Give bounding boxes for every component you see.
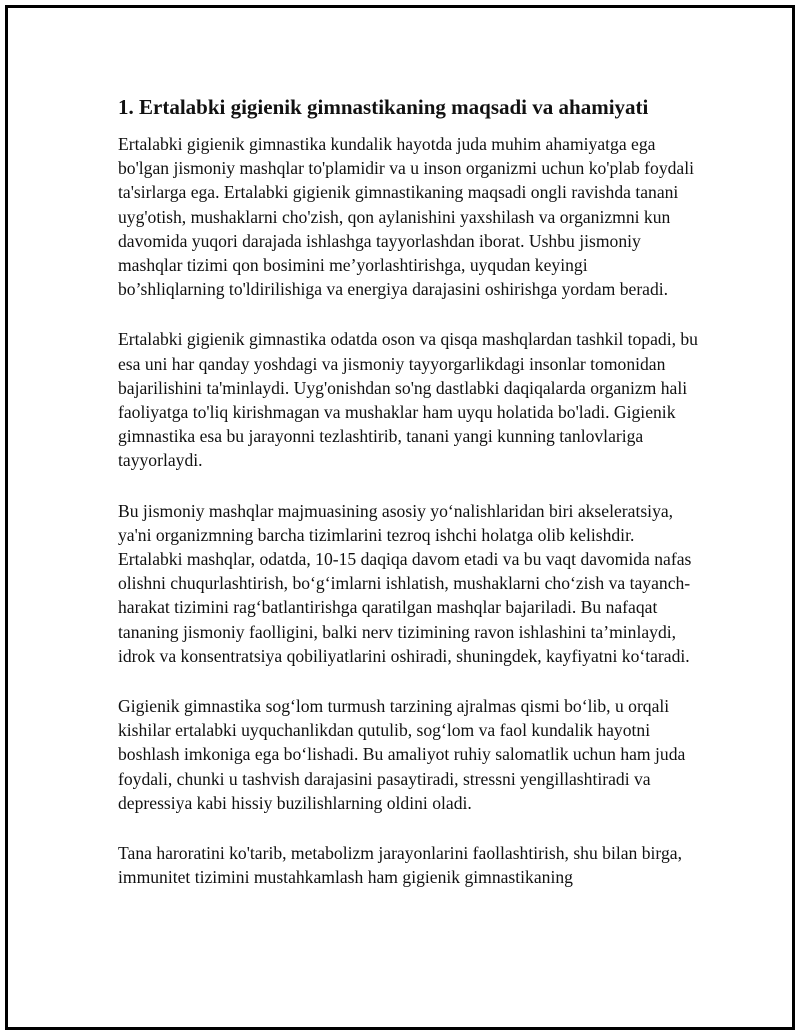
paragraph-4: Gigienik gimnastika sog‘lom turmush tarzining ajralmas qismi bo‘lib, u orqali kishilar ertalabki uyquchanlikdan qutulib, sog‘lom va faol kundalik hayotni boshlash imkoniga ega bo‘lishadi. Bu amaliyot ruhiy salomatlik uchun ham juda foydali, chunki u tashvish darajasini pasaytiradi, stressni yengillashtiradi va depressiya kabi hissiy buzilishlarning oldini oladi. [118, 696, 686, 813]
paragraph-2: Ertalabki gigienik gimnastika odatda oson va qisqa mashqlardan tashkil topadi, bu esa uni har qanday yoshdagi va jismoniy tayyorgarlikdagi insonlar tomonidan bajarilishini ta'minlaydi. Uyg'onishdan so'ng dastlabki daqiqalarda organizm hali faoliyatga to'liq kirishmagan va mushaklar ham uyqu holatida bo'ladi. Gigienik gimnastika esa bu jarayonni tezlashtirib, tanani yangi kunning tanlovlariga tayyorlaydi. [118, 329, 698, 471]
paragraph-3: Bu jismoniy mashqlar majmuasining asosiy yo‘nalishlaridan biri akseleratsiya, ya'ni organizmning barcha tizimlarini tezroq ishchi holatga olib kelishdir. Ertalabki mashqlar, odatda, 10-15 daqiqa davom etadi va bu vaqt davomida nafas olishni chuqurlashtirish, bo‘g‘imlarni ishlatish, mushaklarni cho‘zish va tayanch-harakat tizimini rag‘batlantirishga qaratilgan mashqlar bajariladi. Bu nafaqat tananing jismoniy faolligini, balki nerv tizimining ravon ishlashini ta’minlaydi, idrok va konsentratsiya qobiliyatlarini oshiradi, shuningdek, kayfiyatni ko‘taradi. [118, 500, 692, 666]
document-body [118, 94, 698, 915]
paragraph-5: Tana haroratini ko'tarib, metabolizm jarayonlarini faollashtirish, shu bilan birga, immunitet tizimini mustahkamlash ham gigienik gimnastikaning [118, 843, 682, 888]
paragraph-1: Ertalabki gigienik gimnastika kundalik hayotda juda muhim ahamiyatga ega bo'lgan jismoniy mashqlar to'plamidir va u inson organizmi uchun ko'plab foydali ta'sirlarga ega. Ertalabki gigienik gimnastikaning maqsadi ongli ravishda tanani uyg'otish, mushaklarni cho'zish, qon aylanishini yaxshilash va organizmni kun davomida yuqori darajada ishlashga tayyorlashdan iborat. Ushbu jismoniy mashqlar tizimi qon bosimini me’yorlashtirishga, uyqudan keyingi bo’shliqlarning to'ldirilishiga va energiya darajasini oshirishga yordam beradi. [118, 134, 695, 300]
section-heading: 1. Ertalabki gigienik gimnastikaning maqsadi va ahamiyati [118, 95, 649, 119]
document-page [5, 5, 795, 1030]
